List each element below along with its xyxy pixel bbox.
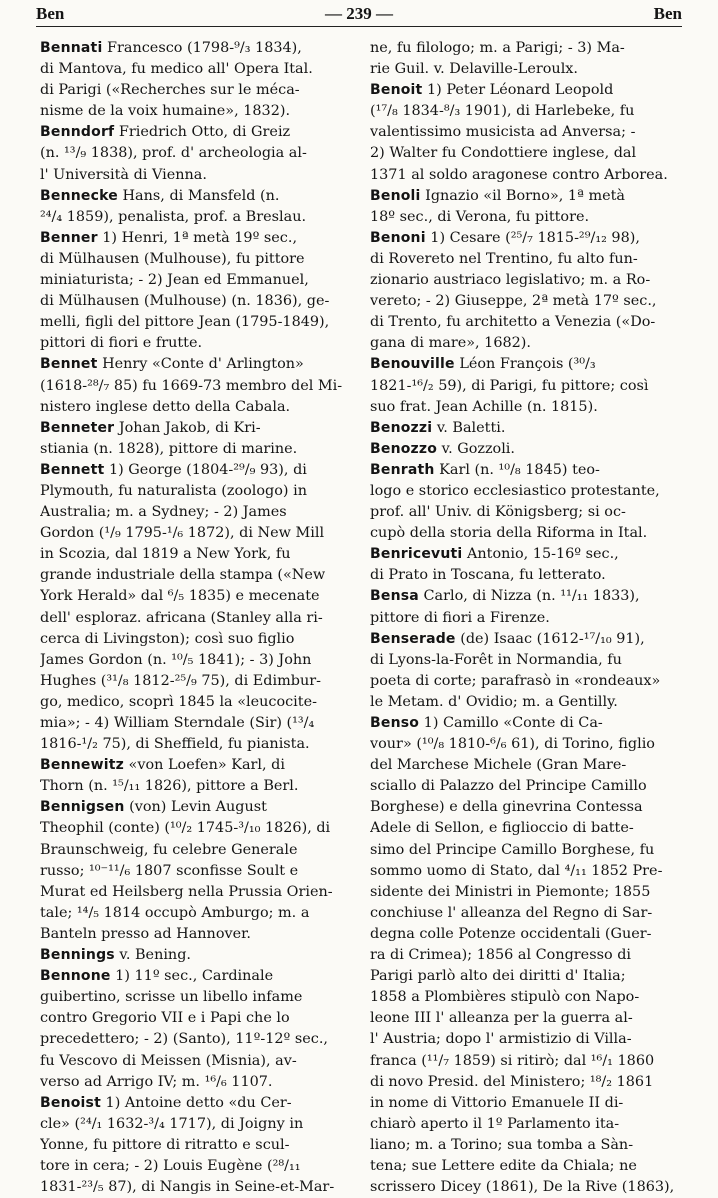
- entry-text: stiania (n. 1828), pittore di marine.: [40, 440, 298, 457]
- text-line: [370, 1177, 679, 1198]
- entry-text: (von) Levin August: [124, 799, 267, 816]
- entry-text: pittore di fiori a Firenze.: [370, 609, 550, 626]
- text-line: [40, 734, 349, 755]
- entry-text: 1) George (1804-²⁹/₉ 93), di: [104, 461, 307, 478]
- entry-text: di novo Presid. del Ministero; ¹⁸/₂ 1861: [370, 1073, 654, 1090]
- entry-text: prof. all' Univ. di Königsberg; si oc-: [370, 504, 626, 521]
- text-line: [370, 249, 679, 270]
- entry-headword: Benner: [40, 229, 98, 246]
- entry-text: (n. ¹³/₉ 1838), prof. d' archeologia al-: [40, 145, 307, 162]
- entry-text: in nome di Vittorio Emanuele II di-: [370, 1094, 624, 1111]
- entry-text: Ignazio «il Borno», 1ª metà: [420, 187, 625, 204]
- entry-text: miniaturista; - 2) Jean ed Emmanuel,: [40, 272, 309, 289]
- entry-text: vour» (¹⁰/₈ 1810-⁶/₆ 61), di Torino, figlio: [370, 736, 655, 753]
- entry-text: Carlo, di Nizza (n. ¹¹/₁₁ 1833),: [418, 588, 640, 605]
- entry-text: simo del Principe Camillo Borghese, fu: [370, 841, 655, 858]
- entry-text: cupò della storia della Riforma in Ital.: [370, 525, 648, 542]
- entry-text: cle» (²⁴/₁ 1632-³/₄ 1717), di Joigny in: [40, 1115, 304, 1132]
- text-line: [40, 1093, 349, 1114]
- entry-text: 18º sec., di Verona, fu pittore.: [370, 208, 590, 225]
- text-line: [40, 165, 349, 186]
- text-line: [370, 165, 679, 186]
- entry-headword: Benso: [370, 715, 420, 731]
- entry-text: nistero inglese detto della Cabala.: [40, 398, 291, 415]
- entry-headword: Bennet: [40, 356, 98, 373]
- text-line: [370, 608, 679, 629]
- text-line: [40, 80, 349, 101]
- entry-text: Borghese) e della ginevrina Contessa: [370, 799, 643, 816]
- text-line: [370, 671, 679, 692]
- text-line: [370, 376, 679, 397]
- entry-text: 1371 al soldo aragonese contro Arborea.: [370, 166, 668, 183]
- entry-text: v. Gozzoli.: [437, 440, 515, 457]
- text-line: [40, 882, 349, 903]
- text-line: [40, 101, 349, 122]
- entry-text: valentissimo musicista ad Anversa; -: [370, 124, 636, 141]
- text-line: [370, 1008, 679, 1029]
- entry-text: Karl (n. ¹⁰/₈ 1845) teo-: [434, 461, 600, 478]
- text-line: [370, 1029, 679, 1050]
- entry-text: 1821-¹⁶/₂ 59), di Parigi, fu pittore; così: [370, 377, 649, 394]
- text-line: [40, 376, 349, 397]
- text-line: [370, 903, 679, 924]
- text-line: [370, 1135, 679, 1156]
- entry-text: del Marchese Michele (Gran Mare-: [370, 757, 627, 774]
- text-line: [370, 629, 679, 650]
- text-line: [370, 270, 679, 291]
- text-line: [370, 354, 679, 375]
- entry-text: Braunschweig, fu celebre Generale: [40, 841, 298, 858]
- text-line: [370, 397, 679, 418]
- text-line: [40, 354, 349, 375]
- text-line: [40, 945, 349, 966]
- text-line: [40, 333, 349, 354]
- entry-text: Henry «Conte d' Arlington»: [97, 356, 304, 373]
- text-line: [370, 861, 679, 882]
- text-line: [40, 861, 349, 882]
- entry-text: tore in cera; - 2) Louis Eugène (²⁸/₁₁: [40, 1157, 301, 1174]
- entry-text: pittori di fiori e frutte.: [40, 335, 203, 352]
- entry-text: Léon François (³⁰/₃: [454, 356, 596, 373]
- text-line: [370, 692, 679, 713]
- header-right-word: Ben: [653, 4, 682, 23]
- entry-text: leone III l' alleanza per la guerra al-: [370, 1010, 633, 1027]
- entry-text: tena; sue Lettere edite da Chiala; ne: [370, 1157, 637, 1174]
- right-column: [370, 38, 679, 1198]
- text-line: [370, 1051, 679, 1072]
- text-line: [40, 987, 349, 1008]
- text-line: [370, 650, 679, 671]
- entry-text: 1) Cesare (²⁵/₇ 1815-²⁹/₁₂ 98),: [425, 229, 640, 246]
- entry-text: guibertino, scrisse un libello infame: [40, 989, 303, 1006]
- text-line: [370, 818, 679, 839]
- text-line: [40, 755, 349, 776]
- entry-text: di Parigi («Recherches sur le méca-: [40, 82, 300, 99]
- text-line: [40, 650, 349, 671]
- entry-text: Yonne, fu pittore di ritratto e scul-: [40, 1136, 290, 1153]
- entry-text: scrissero Dicey (1861), De la Rive (1863),: [370, 1179, 675, 1196]
- entry-text: liano; m. a Torino; sua tomba a Sàn-: [370, 1136, 634, 1153]
- text-line: [40, 1008, 349, 1029]
- entry-text: Australia; m. a Sydney; - 2) James: [40, 504, 287, 521]
- entry-text: di Trento, fu architetto a Venezia («Do-: [370, 314, 656, 331]
- text-line: [370, 186, 679, 207]
- entry-headword: Benouville: [370, 356, 455, 373]
- entry-text: vereto; - 2) Giuseppe, 2ª metà 17º sec.,: [370, 293, 657, 310]
- text-line: [40, 713, 349, 734]
- text-line: [40, 692, 349, 713]
- text-line: [40, 122, 349, 143]
- text-line: [40, 249, 349, 270]
- entry-text: Antonio, 15-16º sec.,: [462, 546, 619, 563]
- text-line: [370, 987, 679, 1008]
- text-line: [370, 481, 679, 502]
- entry-text: Gordon (¹/₉ 1795-¹/₆ 1872), di New Mill: [40, 525, 325, 542]
- text-line: [40, 797, 349, 818]
- text-line: [370, 439, 679, 460]
- text-line: [40, 924, 349, 945]
- entry-text: 1) Henri, 1ª metà 19º sec.,: [97, 229, 298, 246]
- text-line: [370, 333, 679, 354]
- entry-text: degna colle Potenze occidentali (Guer-: [370, 925, 652, 942]
- entry-text: zionario austriaco legislativo; m. a Ro-: [370, 272, 651, 289]
- text-line: [40, 502, 349, 523]
- entry-text: l' Università di Vienna.: [40, 166, 207, 183]
- text-line: [40, 1156, 349, 1177]
- entry-text: ²⁴/₄ 1859), penalista, prof. a Breslau.: [40, 208, 307, 225]
- text-line: [40, 186, 349, 207]
- entry-text: nisme de la voix humaine», 1832).: [40, 103, 291, 120]
- entry-text: Theophil (conte) (¹⁰/₂ 1745-³/₁₀ 1826), di: [40, 820, 331, 837]
- text-line: [40, 840, 349, 861]
- text-line: [40, 1051, 349, 1072]
- text-line: [40, 1135, 349, 1156]
- entry-text: 1) 11º sec., Cardinale: [110, 968, 274, 985]
- text-line: [370, 101, 679, 122]
- text-line: [40, 397, 349, 418]
- entry-headword: Benoit: [370, 82, 423, 99]
- entry-text: verso ad Arrigo IV; m. ¹⁶/₆ 1107.: [40, 1073, 273, 1090]
- entry-text: di Rovereto nel Trentino, fu alto fun-: [370, 250, 638, 267]
- entry-text: suo frat. Jean Achille (n. 1815).: [370, 398, 598, 415]
- entry-headword: Benoni: [370, 229, 426, 246]
- entry-text: chiarò aperto il 1º Parlamento ita-: [370, 1115, 620, 1132]
- entry-headword: Benricevuti: [370, 546, 463, 563]
- entry-text: ne, fu filologo; m. a Parigi; - 3) Ma-: [370, 40, 625, 56]
- entry-text: sidente dei Ministri in Piemonte; 1855: [370, 883, 651, 900]
- entry-headword: Benozzo: [370, 440, 438, 457]
- text-line: [370, 1072, 679, 1093]
- entry-headword: Benndorf: [40, 124, 115, 141]
- text-line: [370, 966, 679, 987]
- header-left-word: Ben: [36, 4, 65, 23]
- entry-text: 2) Walter fu Condottiere inglese, dal: [370, 145, 637, 162]
- entry-text: Francesco (1798-⁹/₃ 1834),: [102, 40, 302, 56]
- text-line: [370, 565, 679, 586]
- entry-text: precedettero; - 2) (Santo), 11º-12º sec.,: [40, 1031, 328, 1048]
- text-line: [40, 608, 349, 629]
- text-line: [40, 629, 349, 650]
- entry-headword: Bennati: [40, 40, 103, 56]
- text-line: [40, 966, 349, 987]
- entry-text: di Mülhausen (Mulhouse) (n. 1836), ge-: [40, 293, 330, 310]
- entry-text: Hans, di Mansfeld (n.: [117, 187, 280, 204]
- entry-text: conchiuse l' alleanza del Regno di Sar-: [370, 904, 653, 921]
- text-line: [370, 882, 679, 903]
- entry-headword: Bennecke: [40, 187, 118, 204]
- text-line: [370, 418, 679, 439]
- text-line: [370, 122, 679, 143]
- entry-text: russo; ¹⁰⁻¹¹/₆ 1807 sconfisse Soult e: [40, 862, 299, 879]
- entry-text: Banteln presso ad Hannover.: [40, 925, 251, 942]
- entry-text: di Lyons-la-Forêt in Normandia, fu: [370, 651, 622, 668]
- entry-text: sommo uomo di Stato, dal ⁴/₁₁ 1852 Pre-: [370, 862, 663, 879]
- entry-text: (¹⁷/₈ 1834-⁸/₃ 1901), di Harlebeke, fu: [370, 103, 635, 120]
- entry-text: Thorn (n. ¹⁵/₁₁ 1826), pittore a Berl.: [40, 778, 299, 795]
- text-line: [40, 565, 349, 586]
- entry-text: poeta di corte; parafrasò in «rondeaux»: [370, 672, 661, 689]
- entry-text: Hughes (³¹/₈ 1812-²⁵/₉ 75), di Edimbur-: [40, 672, 321, 689]
- entry-text: contro Gregorio VII e i Papi che lo: [40, 1010, 290, 1027]
- entry-text: (de) Isaac (1612-¹⁷/₁₀ 91),: [455, 630, 645, 647]
- page-number: — 239 —: [325, 4, 393, 23]
- entry-text: di Mülhausen (Mulhouse), fu pittore: [40, 250, 305, 267]
- text-line: [40, 38, 349, 59]
- entry-headword: Benrath: [370, 461, 435, 478]
- text-line: [40, 544, 349, 565]
- entry-text: «von Loefen» Karl, di: [123, 757, 285, 774]
- entry-headword: Bennone: [40, 968, 111, 985]
- entry-text: v. Baletti.: [432, 419, 506, 436]
- running-header: [36, 4, 682, 27]
- text-line: [370, 924, 679, 945]
- entry-text: James Gordon (n. ¹⁰/₅ 1841); - 3) John: [40, 651, 312, 668]
- entry-text: le Metam. d' Ovidio; m. a Gentilly.: [370, 693, 618, 710]
- text-line: [370, 143, 679, 164]
- entry-headword: Benneter: [40, 419, 115, 436]
- entry-headword: Bensa: [370, 588, 419, 605]
- text-line: [370, 544, 679, 565]
- entry-text: 1816-¹/₂ 75), di Sheffield, fu pianista.: [40, 736, 310, 753]
- text-line: [40, 291, 349, 312]
- entry-text: franca (¹¹/₇ 1859) si ritirò; dal ¹⁶/₁ 1860: [370, 1052, 655, 1069]
- entry-text: ra di Crimea); 1856 al Congresso di: [370, 947, 632, 964]
- text-line: [370, 38, 679, 59]
- entry-text: 1831-²³/₅ 87), di Nangis in Seine-et-Mar-: [40, 1179, 335, 1196]
- text-line: [370, 460, 679, 481]
- entry-text: Johan Jakob, di Kri-: [114, 419, 261, 436]
- text-line: [370, 840, 679, 861]
- text-line: [40, 460, 349, 481]
- text-line: [40, 312, 349, 333]
- text-line: [40, 59, 349, 80]
- text-line: [370, 80, 679, 101]
- text-line: [40, 523, 349, 544]
- text-line: [40, 481, 349, 502]
- entry-headword: Benserade: [370, 630, 456, 647]
- entry-text: v. Bening.: [114, 947, 191, 964]
- entry-text: Parigi parlò alto dei diritti d' Italia;: [370, 968, 626, 985]
- entry-text: (1618-²⁸/₇ 85) fu 1669-73 membro del Mi-: [40, 377, 343, 394]
- entry-headword: Benozzi: [370, 419, 433, 436]
- entry-text: melli, figli del pittore Jean (1795-1849),: [40, 314, 330, 331]
- entry-headword: Bennewitz: [40, 757, 124, 774]
- text-line: [370, 1093, 679, 1114]
- text-line: [40, 439, 349, 460]
- text-line: [370, 207, 679, 228]
- entry-text: logo e storico ecclesiastico protestante,: [370, 482, 660, 499]
- entry-text: grande industriale della stampa («New: [40, 567, 326, 584]
- text-line: [370, 776, 679, 797]
- entry-text: di Mantova, fu medico all' Opera Ital.: [40, 61, 313, 78]
- text-line: [370, 312, 679, 333]
- entry-text: Friedrich Otto, di Greiz: [114, 124, 291, 141]
- text-line: [40, 671, 349, 692]
- text-line: [40, 270, 349, 291]
- entry-text: 1) Antoine detto «du Cer-: [100, 1094, 292, 1111]
- entry-text: 1858 a Plombières stipulò con Napo-: [370, 989, 640, 1006]
- entry-text: 1) Camillo «Conte di Ca-: [419, 715, 603, 731]
- text-line: [40, 207, 349, 228]
- text-line: [370, 291, 679, 312]
- entry-headword: Bennings: [40, 947, 115, 964]
- left-column: [40, 38, 349, 1198]
- text-line: [40, 143, 349, 164]
- entry-text: mia»; - 4) William Sterndale (Sir) (¹³/₄: [40, 715, 315, 731]
- entry-text: Plymouth, fu naturalista (zoologo) in: [40, 482, 307, 499]
- entry-text: gana di mare», 1682).: [370, 335, 531, 352]
- entry-text: go, medico, scoprì 1845 la «leucocite-: [40, 693, 317, 710]
- text-line: [40, 586, 349, 607]
- entry-text: cerca di Livingston); così suo figlio: [40, 630, 295, 647]
- text-line: [370, 1156, 679, 1177]
- text-line: [40, 776, 349, 797]
- text-line: [40, 1029, 349, 1050]
- entry-text: di Prato in Toscana, fu letterato.: [370, 567, 606, 584]
- entry-text: rie Guil. v. Delaville-Leroulx.: [370, 61, 578, 78]
- text-line: [40, 1177, 349, 1198]
- text-line: [40, 418, 349, 439]
- entry-headword: Bennett: [40, 461, 105, 478]
- text-line: [370, 945, 679, 966]
- text-line: [40, 1072, 349, 1093]
- entry-text: tale; ¹⁴/₅ 1814 occupò Amburgo; m. a: [40, 904, 310, 921]
- entry-text: fu Vescovo di Meissen (Misnia), av-: [40, 1052, 297, 1069]
- text-line: [370, 734, 679, 755]
- entry-text: dell' esploraz. africana (Stanley alla ri-: [40, 609, 323, 626]
- text-line: [370, 586, 679, 607]
- entry-text: sciallo di Palazzo del Principe Camillo: [370, 778, 647, 795]
- text-line: [40, 1114, 349, 1135]
- text-line: [370, 228, 679, 249]
- entry-text: Adele di Sellon, e figlioccio di batte-: [370, 820, 634, 837]
- text-line: [370, 755, 679, 776]
- entry-text: Murat ed Heilsberg nella Prussia Orien-: [40, 883, 333, 900]
- entry-text: in Scozia, dal 1819 a New York, fu: [40, 546, 291, 563]
- entry-text: York Herald» dal ⁶/₅ 1835) e mecenate: [40, 588, 320, 605]
- text-line: [370, 713, 679, 734]
- text-line: [40, 818, 349, 839]
- entry-text: 1) Peter Léonard Leopold: [422, 82, 614, 99]
- entry-text: l' Austria; dopo l' armistizio di Villa-: [370, 1031, 632, 1048]
- text-line: [40, 903, 349, 924]
- entry-headword: Benoli: [370, 187, 421, 204]
- text-line: [370, 59, 679, 80]
- text-line: [370, 502, 679, 523]
- text-line: [370, 797, 679, 818]
- entry-headword: Benoist: [40, 1094, 101, 1111]
- text-line: [40, 228, 349, 249]
- text-line: [370, 1114, 679, 1135]
- text-line: [370, 523, 679, 544]
- entry-headword: Bennigsen: [40, 799, 125, 816]
